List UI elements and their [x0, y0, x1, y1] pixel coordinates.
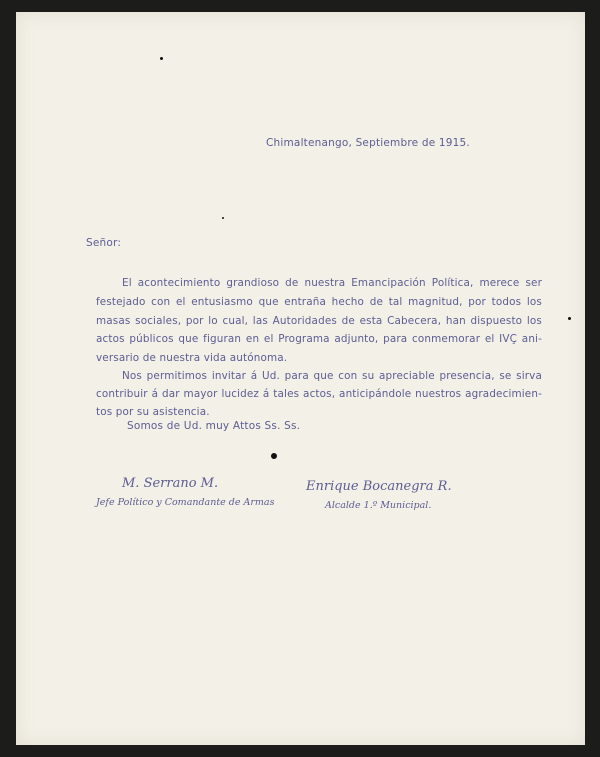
letter-page	[16, 12, 585, 745]
text-line: masas sociales, por lo cual, las Autoridades de esta Cabecera, han dispuesto los	[96, 315, 542, 327]
signature-name: Enrique Bocanegra R.	[306, 479, 452, 494]
closing: Somos de Ud. muy Attos Ss. Ss.	[127, 420, 301, 432]
text-line: tos por su asistencia.	[96, 406, 210, 418]
punch-hole	[271, 453, 277, 459]
text-line: contribuir á dar mayor lucidez á tales actos, anticipándole nuestros agradecimien-	[96, 388, 542, 400]
signature-title: Alcalde 1.º Municipal.	[325, 500, 432, 511]
signature-name: M. Serrano M.	[122, 476, 219, 491]
place-date: Chimaltenango, Septiembre de 1915.	[266, 137, 470, 149]
text-line: versario de nuestra vida autónoma.	[96, 352, 288, 364]
text-line: El acontecimiento grandioso de nuestra Emancipación Política, merece ser	[122, 277, 542, 289]
ink-spot	[160, 57, 163, 60]
text-line: festejado con el entusiasmo que entraña hecho de tal magnitud, por todos los	[96, 296, 542, 308]
salutation: Señor:	[86, 237, 122, 249]
text-line: Nos permitimos invitar á Ud. para que con su apreciable presencia, se sirva	[122, 370, 542, 382]
signature-title: Jefe Político y Comandante de Armas	[96, 497, 275, 508]
ink-spot	[222, 217, 224, 219]
ink-spot	[568, 317, 571, 320]
text-line: actos públicos que figuran en el Programa adjunto, para conmemorar el IVÇ ani-	[96, 333, 542, 345]
